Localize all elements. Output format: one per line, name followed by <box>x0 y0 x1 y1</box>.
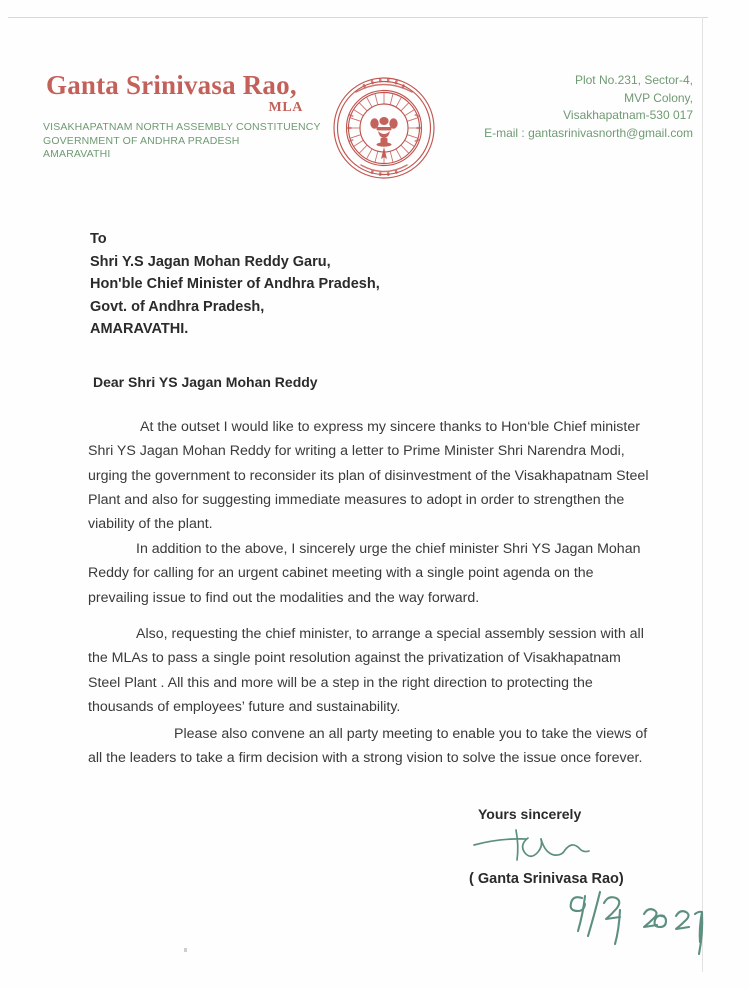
address-email: E-mail : gantasrinivasnorth@gmail.com <box>484 125 693 140</box>
letterhead-designation: MLA <box>268 100 303 115</box>
scan-edge-right <box>702 17 703 972</box>
scan-edge-top <box>8 17 708 18</box>
addressee-line-title: Hon'ble Chief Minister of Andhra Pradesh, <box>90 276 380 292</box>
constituency-line-3: AMARAVATHI <box>43 148 111 160</box>
address-line-2: MVP Colony, <box>624 90 693 105</box>
handwritten-date <box>566 890 726 960</box>
paragraph-1-text: At the outset I would like to express my sincere thanks to Hon‘ble Chief minister Shri YS Jagan Mohan Reddy for writing a letter to Prime Minister Shri Narendra Modi, urging the government to reconsider its plan of disinvestment of the Visakhapatnam Steel Plant and also for suggesting immediate measures to adopt in order to strengthen the viability of the plant. <box>88 419 649 533</box>
signature-name: ( Ganta Srinivasa Rao) <box>469 871 624 887</box>
body-paragraph-1 <box>88 415 650 536</box>
addressee-line-city: AMARAVATHI. <box>90 321 189 337</box>
letterhead-address <box>484 72 693 142</box>
body-paragraph-4 <box>88 722 650 771</box>
body-paragraph-2 <box>88 537 650 610</box>
constituency-line-2: GOVERNMENT OF ANDHRA PRADESH <box>43 134 240 147</box>
paragraph-2-text: In addition to the above, I sincerely urge the chief minister Shri YS Jagan Mohan Reddy for calling for an urgent cabinet meeting with a single point agenda on the prevailing issue to find out the modalities and the way forward. <box>88 541 641 606</box>
letterhead-constituency <box>43 121 321 162</box>
body-paragraph-3 <box>88 622 650 719</box>
addressee-block <box>90 228 380 341</box>
paragraph-3-text: Also, requesting the chief minister, to arrange a special assembly session with all the MLAs to pass a single point resolution against the privatization of Visakhapatnam Steel Plant . All this and more will be a step in the right direction to protecting the thousands of employees’ future and sustainability. <box>88 626 644 715</box>
sign-off: Yours sincerely <box>478 806 582 822</box>
letterhead-name: Ganta Srinivasa Rao, <box>46 70 297 100</box>
addressee-line-name: Shri Y.S Jagan Mohan Reddy Garu, <box>90 253 331 270</box>
address-line-3: Visakhapatnam-530 017 <box>563 108 693 122</box>
scan-artifact-speck <box>184 948 187 952</box>
addressee-line-to: To <box>90 231 107 247</box>
salutation: Dear Shri YS Jagan Mohan Reddy <box>93 374 318 390</box>
constituency-line-1: VISAKHAPATNAM NORTH ASSEMBLY CONSTITUENCY <box>43 121 321 133</box>
addressee-line-govt: Govt. of Andhra Pradesh, <box>90 298 265 315</box>
address-line-1: Plot No.231, Sector-4, <box>574 73 693 87</box>
andhra-pradesh-emblem-icon <box>316 58 452 194</box>
paragraph-4-text: Please also convene an all party meeting to enable you to take the views of all the leaders to take a firm decision with a strong vision to solve the issue once forever. <box>88 726 648 767</box>
